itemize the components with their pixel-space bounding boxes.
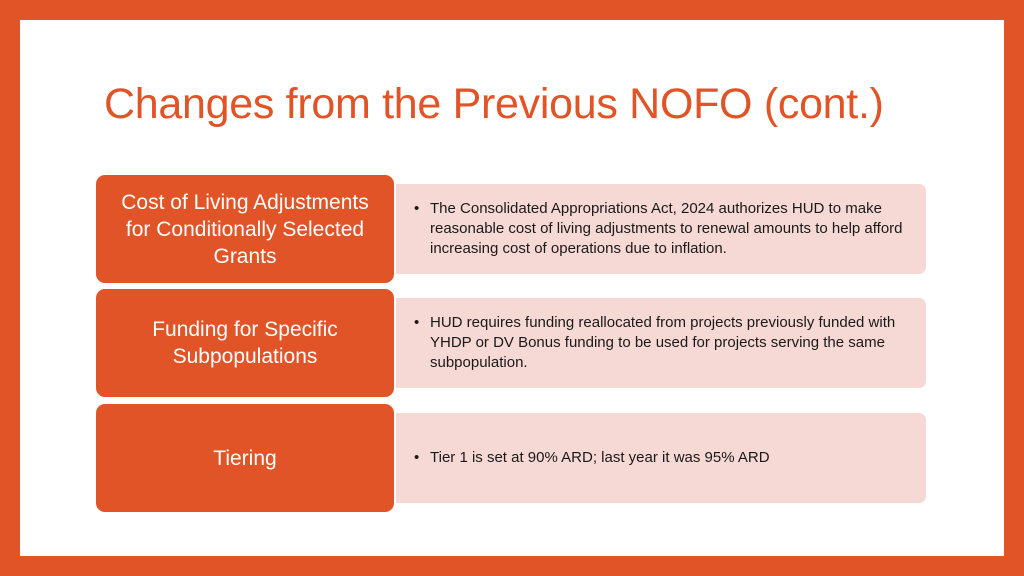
heading-label: Tiering [213,446,277,470]
detail-text: Tier 1 is set at 90% ARD; last year it was 95% ARD [430,449,770,466]
detail-item [414,199,910,259]
detail-list [390,199,926,259]
detail-panel [390,298,926,388]
change-row-cost-of-living [20,175,1004,283]
change-row-tiering [20,404,1004,512]
detail-text: The Consolidated Appropriations Act, 2024 authorizes HUD to make reasonable cost of living adjustments to renewal amounts to help afford increasing cost of operations due to inflation. [430,200,903,257]
bullet-icon: • [414,449,420,466]
detail-panel [390,413,926,503]
detail-list [390,313,926,373]
detail-text: HUD requires funding reallocated from projects previously funded with YHDP or DV Bonus funding to be used for projects serving the same subpopulation. [430,314,896,371]
heading-label: Cost of Living Adjustments for Conditionally Selected Grants [121,190,369,268]
slide-title: Changes from the Previous NOFO (cont.) [104,80,884,128]
detail-panel [390,184,926,274]
detail-list [390,448,786,468]
bullet-icon: • [414,314,420,331]
heading-box [96,175,394,283]
heading-box [96,404,394,512]
heading-label: Funding for Specific Subpopulations [152,318,338,368]
change-row-subpopulations [20,289,1004,397]
detail-item [414,448,770,468]
detail-item [414,313,910,373]
bullet-icon: • [414,200,420,217]
heading-box [96,289,394,397]
slide [20,20,1004,556]
